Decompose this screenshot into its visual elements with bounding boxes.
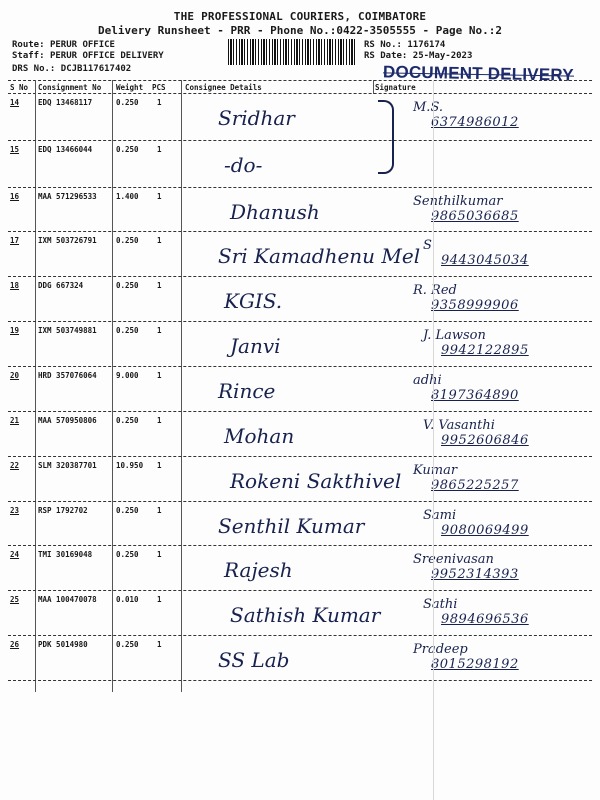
consignee-handwriting: Rajesh <box>224 558 293 582</box>
col-header-signature: Signature <box>375 83 416 92</box>
weight-cell: 0.250 <box>116 281 139 290</box>
signature-name: adhi <box>413 373 442 388</box>
consignee-handwriting: Senthil Kumar <box>218 514 365 538</box>
table-row <box>8 322 592 367</box>
scan-fold-line <box>433 80 434 800</box>
signature-phone: 9865225257 <box>431 478 519 493</box>
staff-value: PERUR OFFICE DELIVERY <box>49 51 164 61</box>
signature-phone: 8197364890 <box>431 388 519 403</box>
sno-cell: 18 <box>10 281 20 290</box>
staff-line <box>12 51 164 62</box>
table-row <box>8 188 592 232</box>
signature-block <box>413 552 519 582</box>
rs-date-value: 25-May-2023 <box>412 51 473 61</box>
consignee-handwriting: Rokeni Sakthivel <box>230 469 402 493</box>
signature-name: Sathi <box>423 597 458 612</box>
signature-name: R. Red <box>413 283 457 298</box>
sno-cell: 14 <box>10 98 20 107</box>
consignment-cell: IXM 503726791 <box>38 236 97 245</box>
signature-block <box>423 328 529 358</box>
weight-cell: 0.250 <box>116 236 139 245</box>
consignee-handwriting: Mohan <box>224 424 295 448</box>
sno-cell: 20 <box>10 371 20 380</box>
staff-label: Staff: <box>12 51 45 61</box>
pcs-cell: 1 <box>157 98 162 107</box>
consignment-cell: MAA 571296533 <box>38 192 97 201</box>
consignment-cell: EDQ 13466044 <box>38 145 93 154</box>
table-row <box>8 636 592 681</box>
consignment-cell: TMI 30169048 <box>38 550 93 559</box>
route-line <box>12 40 115 51</box>
consignment-cell: EDQ 13468117 <box>38 98 93 107</box>
weight-cell: 1.400 <box>116 192 139 201</box>
table-row <box>8 546 592 591</box>
consignee-handwriting: Sri Kamadhenu Mel <box>218 244 421 268</box>
table-row <box>8 502 592 546</box>
consignee-handwriting: Sathish Kumar <box>230 603 381 627</box>
table-row <box>8 232 592 277</box>
pcs-cell: 1 <box>157 371 162 380</box>
pcs-cell: 1 <box>157 461 162 470</box>
consignee-handwriting: Rince <box>218 379 276 403</box>
table-row <box>8 277 592 322</box>
sno-cell: 17 <box>10 236 20 245</box>
drs-line <box>12 64 131 75</box>
signature-name: M.S. <box>413 100 444 115</box>
weight-cell: 9.000 <box>116 371 139 380</box>
weight-cell: 0.250 <box>116 550 139 559</box>
signature-name: Pradeep <box>413 642 468 657</box>
col-header-consignee: Consignee Details <box>185 83 262 92</box>
company-title: THE PROFESSIONAL COURIERS, COIMBATORE <box>173 10 427 23</box>
rs-no-label: RS No.: <box>364 40 402 50</box>
pcs-cell: 1 <box>157 326 162 335</box>
signature-block <box>423 597 529 627</box>
consignment-cell: HRD 357076064 <box>38 371 97 380</box>
consignee-handwriting: Dhanush <box>230 200 320 224</box>
barcode-image <box>228 39 356 65</box>
divider-signature <box>373 80 374 94</box>
signature-phone: 9080069499 <box>441 523 529 538</box>
pcs-cell: 1 <box>157 236 162 245</box>
signature-name: S <box>423 238 432 253</box>
consignee-handwriting: KGIS. <box>224 289 283 313</box>
signature-phone: 9952314393 <box>431 567 519 582</box>
signature-name: Sami <box>423 508 457 523</box>
ditto-brace-mark <box>378 100 394 174</box>
consignment-cell: RSP 1792702 <box>38 506 88 515</box>
col-header-sno: S No <box>10 83 29 92</box>
consignee-handwriting: -do- <box>224 153 263 177</box>
col-header-weight: Weight <box>116 83 144 92</box>
route-value: PERUR OFFICE <box>49 40 115 50</box>
signature-name: Senthilkumar <box>413 194 503 209</box>
weight-cell: 0.250 <box>116 326 139 335</box>
signature-phone: 9942122895 <box>441 343 529 358</box>
consignee-handwriting: SS Lab <box>218 648 290 672</box>
col-header-pcs: PCS <box>152 83 166 92</box>
col-header-consignment: Consignment No <box>38 83 102 92</box>
pcs-cell: 1 <box>157 550 162 559</box>
signature-block <box>413 283 519 313</box>
consignment-cell: IXM 503749881 <box>38 326 97 335</box>
sno-cell: 16 <box>10 192 20 201</box>
pcs-cell: 1 <box>157 506 162 515</box>
weight-cell: 0.250 <box>116 416 139 425</box>
sno-cell: 21 <box>10 416 20 425</box>
signature-block <box>413 642 519 672</box>
pcs-cell: 1 <box>157 281 162 290</box>
rs-date-label: RS Date: <box>364 51 408 61</box>
table-row <box>8 367 592 412</box>
consignment-cell: MAA 100470078 <box>38 595 97 604</box>
signature-name: V. Vasanthi <box>423 418 495 433</box>
signature-block <box>413 100 519 130</box>
table-top-rule <box>8 80 592 81</box>
signature-name: Sreenivasan <box>413 552 494 567</box>
document-delivery-stamp: DOCUMENT DELIVERY <box>382 62 574 85</box>
pcs-cell: 1 <box>157 416 162 425</box>
signature-phone: 9865036685 <box>431 209 519 224</box>
signature-phone: 9894696536 <box>441 612 529 627</box>
sno-cell: 22 <box>10 461 20 470</box>
sno-cell: 26 <box>10 640 20 649</box>
signature-block <box>423 508 529 538</box>
row-rule <box>8 680 592 681</box>
consignment-cell: SLM 320387701 <box>38 461 97 470</box>
weight-cell: 0.250 <box>116 506 139 515</box>
consignment-cell: MAA 570950806 <box>38 416 97 425</box>
signature-phone: 9443045034 <box>441 253 529 268</box>
signature-block <box>423 238 529 268</box>
weight-cell: 0.010 <box>116 595 139 604</box>
pcs-cell: 1 <box>157 145 162 154</box>
pcs-cell: 1 <box>157 595 162 604</box>
signature-phone: 9952606846 <box>441 433 529 448</box>
pcs-cell: 1 <box>157 640 162 649</box>
consignment-cell: PDK 5014980 <box>38 640 88 649</box>
drs-value: DCJB117617402 <box>60 64 132 74</box>
sno-cell: 19 <box>10 326 20 335</box>
sno-cell: 25 <box>10 595 20 604</box>
weight-cell: 10.950 <box>116 461 144 470</box>
drs-label: DRS No.: <box>12 64 56 74</box>
signature-phone: 6374986012 <box>431 115 519 130</box>
signature-block <box>413 373 519 403</box>
sno-cell: 24 <box>10 550 20 559</box>
signature-name: J. Lawson <box>423 328 486 343</box>
weight-cell: 0.250 <box>116 640 139 649</box>
route-label: Route: <box>12 40 45 50</box>
signature-name: Kumar <box>413 463 458 478</box>
pcs-cell: 1 <box>157 192 162 201</box>
signature-block <box>413 463 519 493</box>
runsheet-subtitle: Delivery Runsheet - PRR - Phone No.:0422-3505555 - Page No.:2 <box>98 24 502 37</box>
signature-block <box>413 194 519 224</box>
rs-no-value: 1176174 <box>407 40 446 50</box>
table-row <box>8 591 592 636</box>
consignee-handwriting: Sridhar <box>218 106 295 130</box>
signature-phone: 8015298192 <box>431 657 519 672</box>
table-row <box>8 412 592 457</box>
table-row <box>8 94 592 141</box>
sno-cell: 15 <box>10 145 20 154</box>
table-row <box>8 457 592 502</box>
signature-block <box>423 418 529 448</box>
signature-phone: 9358999906 <box>431 298 519 313</box>
rs-no-line <box>364 40 445 51</box>
weight-cell: 0.250 <box>116 98 139 107</box>
sno-cell: 23 <box>10 506 20 515</box>
consignment-cell: DDG 667324 <box>38 281 84 290</box>
table-row <box>8 141 592 188</box>
weight-cell: 0.250 <box>116 145 139 154</box>
rs-date-line <box>364 51 472 62</box>
consignee-handwriting: Janvi <box>230 334 281 358</box>
